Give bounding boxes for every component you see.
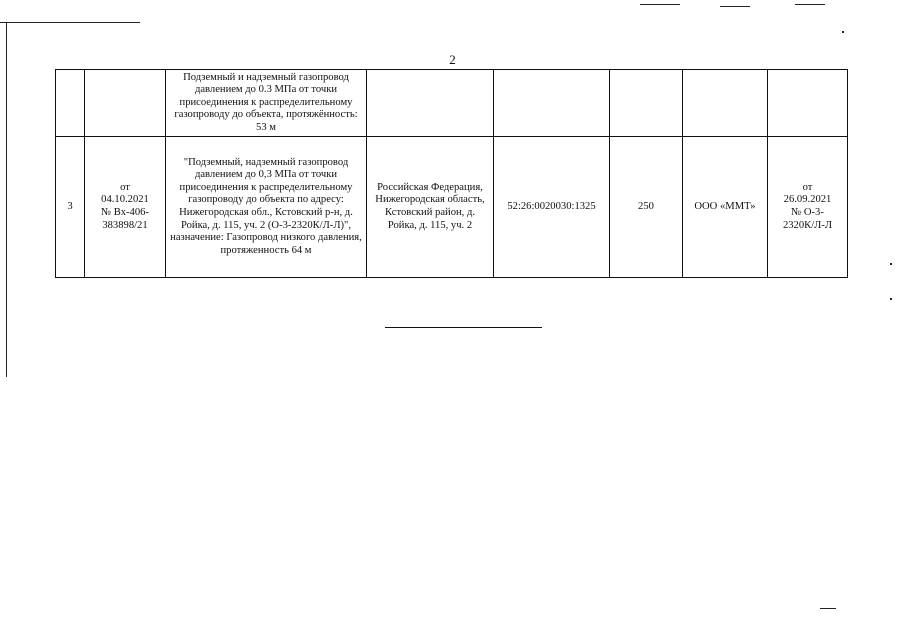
cell-location [367,70,494,137]
cell-location: Российская Федерация, Нижегородская область, Кстовский район, д. Ройка, д. 115, уч. 2 [367,137,494,278]
cell-cadastral-number: 52:26:0020030:1325 [494,137,610,278]
table-row [56,137,848,278]
scan-dot [890,263,892,265]
cell-contract: от 26.09.2021 № О-3- 2320К/Л-Л [768,137,848,278]
cell-object-description: "Подземный, надземный газопровод давлением до 0,3 МПа от точки присоединения к распределительному газопроводу до объекта по адресу: Нижегородская обл., Кстовский р-н, д. Ройка, д. 115, уч. 2 (О-3-2320К/Л-Л)", назначение: Газопровод низкого давления, протяженность 64 м [166,137,367,278]
scan-top-dash [640,4,680,5]
scan-bottom-dash [820,608,836,609]
cell-contract [768,70,848,137]
cell-cadastral-number [494,70,610,137]
cell-request: от 04.10.2021 № Вх-406- 383898/21 [85,137,166,278]
cell-value: 250 [610,137,683,278]
scan-dot [842,31,844,33]
table-row [56,70,848,137]
scan-top-dash [795,4,825,5]
cell-number: 3 [56,137,85,278]
scan-left-edge-line [6,22,7,377]
cell-value [610,70,683,137]
cell-number [56,70,85,137]
scan-dot [890,298,892,300]
end-of-table-rule [385,327,542,328]
cell-object-description: Подземный и надземный газопровод давлением до 0.3 МПа от точки присоединения к распределительному газопроводу до объекта, протяжённость: 53 м [166,70,367,137]
page-number: 2 [449,52,456,67]
cell-owner: ООО «ММТ» [683,137,768,278]
cell-request [85,70,166,137]
cell-owner [683,70,768,137]
scan-top-dash [720,6,750,7]
register-table [55,69,848,278]
scan-top-edge-line [0,22,140,23]
